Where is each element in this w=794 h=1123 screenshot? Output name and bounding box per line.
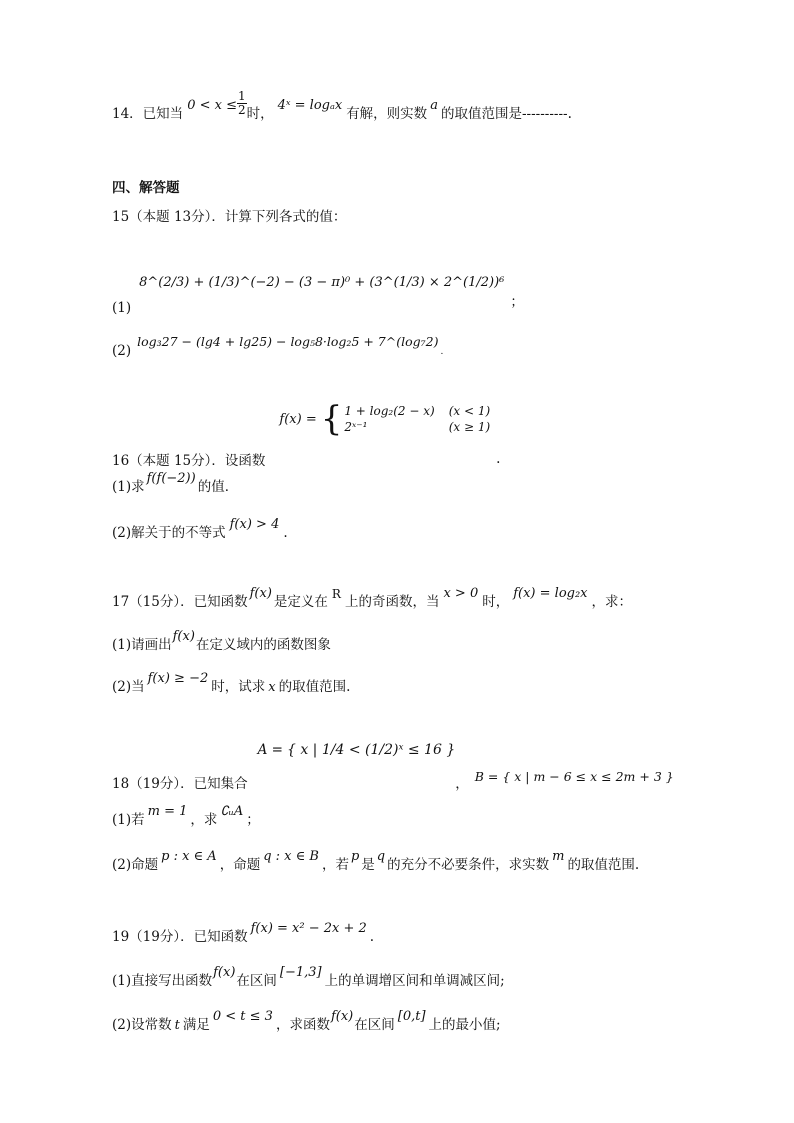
q17-R: R xyxy=(331,587,341,601)
q16-part2 xyxy=(112,517,288,541)
q17-p1-fx: f(x) xyxy=(172,629,195,644)
q19-head-tail: . xyxy=(369,929,375,945)
q18-p2-b: ，命题 xyxy=(219,857,261,873)
q15-p1-label: (1) xyxy=(112,300,132,316)
q15-p1-expression: 8^(2/3) + (1/3)^(−2) − (3 − π)⁰ + (3^(1/3) × 2^(1/2))⁶ xyxy=(139,275,505,290)
q18-p2-e: 的充分不必要条件，求实数 xyxy=(387,857,550,873)
q19-p1-int: [−1,3] xyxy=(279,965,322,980)
q17-p1-a: (1)请画出 xyxy=(112,637,172,653)
q18-p2-pv: p xyxy=(350,849,360,864)
q18-setA-body: { x | 1/4 < (1/2)ˣ ≤ 16 } xyxy=(286,742,456,758)
q16-fx: f(x) = xyxy=(279,411,317,427)
q19-p2-fx: f(x) xyxy=(330,1009,354,1024)
q15-part2 xyxy=(112,333,444,359)
q19-p2-d: 在区间 xyxy=(354,1017,395,1033)
q18-setA-pre: A = xyxy=(257,742,283,758)
q19-p1-c: 上的单调增区间和单调减区间; xyxy=(324,973,505,989)
question-14 xyxy=(112,89,572,123)
left-brace-icon: { xyxy=(320,399,343,439)
q18-part2 xyxy=(112,849,640,873)
q17-p1-b: 在定义域内的函数图象 xyxy=(195,637,331,653)
q19-p2-int: [0,t] xyxy=(397,1009,426,1024)
q18-head: 18（19分）．已知集合 xyxy=(112,776,248,792)
q18-p2-f: 的取值范围. xyxy=(567,857,640,873)
q18-p2-a: (2)命题 xyxy=(112,857,159,873)
q17-part1 xyxy=(112,629,331,653)
q14-text-3: 的取值范围是----------. xyxy=(440,106,572,123)
q17-head-b: 是定义在 xyxy=(273,594,328,610)
q16-p1-b: 的值． xyxy=(197,479,239,495)
q16-case2-cond: (x ≥ 1) xyxy=(448,420,491,434)
q19-p2-b: 满足 xyxy=(182,1017,210,1033)
q18-p1-a: (1)若 xyxy=(112,812,145,828)
q14-text-1: 时， xyxy=(246,106,274,123)
q17-def: f(x) = log₂x xyxy=(513,586,588,601)
q16-p2-b: . xyxy=(283,525,288,541)
q19-p1-a: (1)直接写出函数 xyxy=(112,973,213,989)
q18-p2-qv: q xyxy=(376,849,386,864)
q15-part1 xyxy=(112,270,524,316)
question-18 xyxy=(112,738,674,792)
q18-setB: B = { x | m − 6 ≤ x ≤ 2m + 3 } xyxy=(474,769,674,784)
q16-case2-expr: 2ˣ⁻¹ xyxy=(344,420,368,434)
q16-part1 xyxy=(112,471,239,495)
q14-var-a: a xyxy=(430,98,438,114)
q19-p1-fx: f(x) xyxy=(213,965,236,980)
q17-head-e: ，求： xyxy=(591,594,633,610)
q18-part1 xyxy=(112,804,260,828)
q18-p1-b: ，求 xyxy=(190,812,218,828)
question-16 xyxy=(112,399,501,469)
q14-condition: 0 < x ≤ xyxy=(187,98,237,114)
q17-cond: x > 0 xyxy=(443,586,479,601)
q19-p2-a: (2)设常数 xyxy=(112,1017,172,1033)
q14-text-2: 有解，则实数 xyxy=(346,106,428,123)
q15-head: 15（本题 13分）．计算下列各式的值： xyxy=(112,209,347,225)
q17-head-c: 上的奇函数，当 xyxy=(344,594,440,610)
q18-p2-mv: m xyxy=(552,849,565,864)
q15-p2-label: (2) xyxy=(112,343,132,359)
q18-p2-p: p : x ∈ A xyxy=(161,849,217,864)
q18-p1-c: ∁ᵤA xyxy=(220,804,244,819)
q19-p2-cond: 0 < t ≤ 3 xyxy=(212,1009,273,1024)
q18-p2-c: ，若 xyxy=(321,857,349,873)
q16-p1-expr: f(f(−2)) xyxy=(146,471,196,486)
q18-p1-d: ； xyxy=(246,812,260,828)
q17-p2-a: (2)当 xyxy=(112,679,145,695)
q14-lead: 14．已知当 xyxy=(112,106,184,123)
q15-p2-tail: . xyxy=(440,347,444,357)
q17-p2-c: 的取值范围. xyxy=(278,679,351,695)
q14-equation: 4ˣ = logₐx xyxy=(277,98,343,114)
q16-p2-a: (2)解关于的不等式 xyxy=(112,525,226,541)
q18-comma: ， xyxy=(455,776,469,792)
q16-head-tail: . xyxy=(496,451,501,467)
q19-p1-b: 在区间 xyxy=(236,973,277,989)
q16-piecewise xyxy=(279,399,491,439)
section-title: 四、解答题 xyxy=(112,180,180,196)
q19-part1 xyxy=(112,965,505,989)
q17-p2-x: x xyxy=(268,680,276,695)
q19-p2-c: ，求函数 xyxy=(275,1017,330,1033)
q19-p2-t: t xyxy=(174,1018,180,1033)
question-17 xyxy=(112,586,633,610)
q17-fx: f(x) xyxy=(249,586,272,601)
q16-head: 16（本题 15分）．设函数 xyxy=(112,453,266,469)
q18-p2-q: q : x ∈ B xyxy=(263,849,319,864)
q17-p2-expr: f(x) ≥ −2 xyxy=(147,671,209,686)
q14-fraction: $\frac{1}{2}$ xyxy=(237,89,246,117)
q16-case1-cond: (x < 1) xyxy=(448,403,491,418)
q15-p2-expression: log₃27 − (lg4 + lg25) − log₅8·log₂5 + 7^(log₇2) xyxy=(137,334,439,349)
q19-head: 19（19分）．已知函数 xyxy=(112,929,248,945)
q17-head-d: 时， xyxy=(482,594,510,610)
q17-head-a: 17（15分）．已知函数 xyxy=(112,594,248,610)
q19-part2 xyxy=(112,1009,501,1033)
question-19 xyxy=(112,921,375,945)
q15-p1-tail: ； xyxy=(510,294,524,310)
q16-p1-a: (1)求 xyxy=(112,479,145,495)
q19-def: f(x) = x² − 2x + 2 xyxy=(250,921,367,936)
q18-p1-m: m = 1 xyxy=(147,804,188,819)
q17-part2 xyxy=(112,671,351,695)
q16-p2-expr: f(x) > 4 xyxy=(229,517,280,532)
q18-p2-d: 是 xyxy=(361,857,375,873)
q19-p2-e: 上的最小值; xyxy=(428,1017,501,1033)
q17-p2-b: 时，试求 xyxy=(211,679,266,695)
q16-case1-expr: 1 + log₂(2 − x) xyxy=(344,403,435,418)
